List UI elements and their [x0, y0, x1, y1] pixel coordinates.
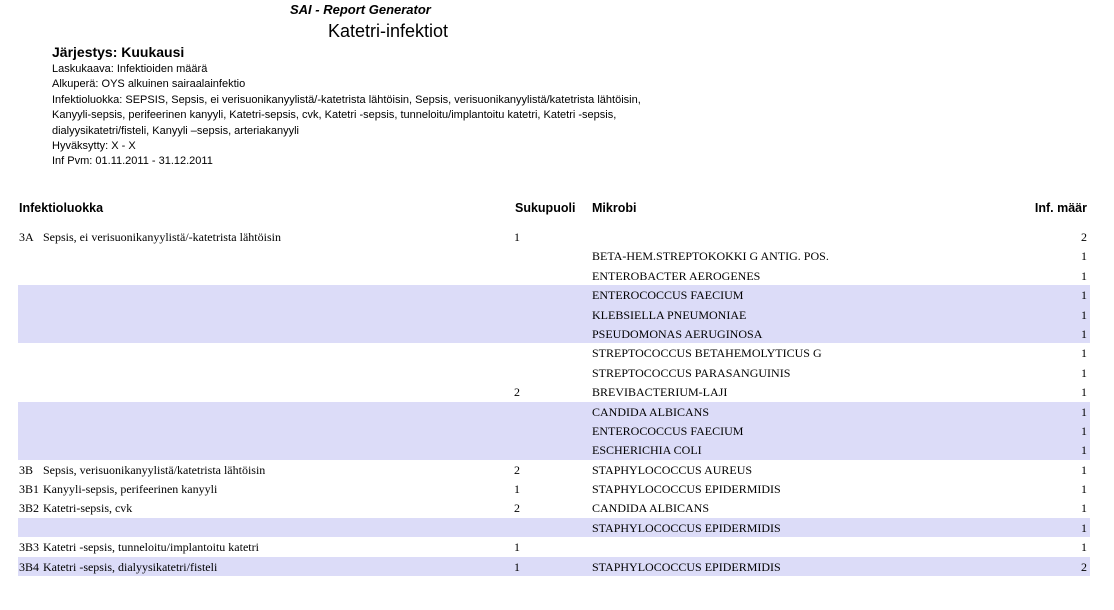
cell-class-name: Sepsis, verisuonikanyylistä/katetrista lähtöisin	[43, 462, 266, 477]
cell-count: 1	[1081, 288, 1087, 303]
table-header	[18, 200, 1090, 227]
cell-gender: 1	[514, 482, 520, 497]
cell-class-name: Katetri-sepsis, cvk	[43, 501, 133, 516]
cell-microbe: PSEUDOMONAS AERUGINOSA	[592, 326, 763, 341]
column-header-count: Inf. määr	[1034, 201, 1087, 215]
cell-count: 2	[1081, 559, 1087, 574]
cell-class-code: 3B3	[19, 540, 40, 555]
cell-class-name: Sepsis, ei verisuonikanyylistä/-katetrista lähtöisin	[43, 230, 281, 244]
cell-count: 1	[1081, 249, 1087, 264]
cell-class-name: Katetri -sepsis, tunneloitu/implantoitu katetri	[43, 540, 259, 555]
cell-count: 1	[1081, 365, 1087, 380]
cell-count: 1	[1081, 520, 1087, 535]
cell-class-code: 3B4	[19, 559, 40, 574]
cell-count: 1	[1081, 462, 1087, 477]
table-row	[18, 266, 1090, 285]
cell-class-name: Katetri -sepsis, dialyysikatetri/fisteli	[43, 559, 218, 574]
table-body	[18, 227, 1090, 576]
cell-gender: 1	[514, 230, 520, 244]
date-range-line: Inf Pvm: 01.11.2011 - 31.12.2011	[52, 155, 213, 168]
formula-line: Laskukaava: Infektioiden määrä	[52, 63, 208, 75]
cell-count: 1	[1081, 443, 1087, 458]
column-header-class: Infektioluokka	[19, 201, 104, 215]
cell-count: 1	[1081, 404, 1087, 419]
infection-class-line-2: Kanyyli-sepsis, perifeerinen kanyyli, Katetri-sepsis, cvk, Katetri -sepsis, tunneloitu/implantoitu katetri, Katetri -sepsis,	[52, 109, 617, 122]
cell-microbe: ESCHERICHIA COLI	[592, 443, 702, 458]
table-row	[18, 421, 1090, 440]
table-row	[18, 440, 1090, 459]
report-table	[18, 200, 1090, 576]
cell-gender: 2	[514, 462, 520, 477]
infection-class-line-3: dialyysikatetri/fisteli, Kanyyli –sepsis, arteriakanyyli	[52, 124, 299, 137]
table-row	[18, 363, 1090, 382]
cell-count: 1	[1081, 326, 1087, 341]
column-header-gender: Sukupuoli	[515, 201, 576, 215]
table-row	[18, 285, 1090, 304]
table-row	[18, 537, 1090, 556]
origin-line: Alkuperä: OYS alkuinen sairaalainfektio	[52, 78, 246, 91]
table-row	[18, 557, 1090, 576]
cell-count: 1	[1081, 268, 1087, 283]
sort-heading: Järjestys: Kuukausi	[52, 44, 185, 60]
cell-class-code: 3B	[19, 462, 34, 477]
table-row	[18, 343, 1090, 362]
cell-count: 1	[1081, 307, 1087, 322]
cell-microbe: BETA-HEM.STREPTOKOKKI G ANTIG. POS.	[592, 249, 829, 264]
cell-class-name: Kanyyli-sepsis, perifeerinen kanyyli	[43, 482, 218, 497]
cell-microbe: BREVIBACTERIUM-LAJI	[592, 385, 728, 400]
table-row	[18, 246, 1090, 265]
app-title: SAI - Report Generator	[290, 2, 431, 17]
report-title: Katetri-infektiot	[328, 21, 449, 41]
cell-count: 1	[1081, 423, 1087, 438]
cell-count: 1	[1081, 540, 1087, 555]
cell-gender: 2	[514, 501, 520, 516]
cell-gender: 1	[514, 540, 520, 555]
table-row	[18, 324, 1090, 343]
table-row	[18, 498, 1090, 517]
table-row	[18, 518, 1090, 537]
table-row	[18, 382, 1090, 401]
cell-microbe: ENTEROCOCCUS FAECIUM	[592, 423, 744, 438]
infection-class-line-1: Infektioluokka: SEPSIS, Sepsis, ei verisuonikanyylistä/-katetrista lähtöisin, Sepsis, verisuonikanyylistä/katetrista lähtöisin,	[52, 93, 641, 106]
cell-microbe: STREPTOCOCCUS BETAHEMOLYTICUS G	[592, 346, 822, 361]
cell-count: 1	[1081, 346, 1087, 361]
table-row	[18, 402, 1090, 421]
cell-microbe: STAPHYLOCOCCUS AUREUS	[592, 462, 753, 477]
cell-microbe: CANDIDA ALBICANS	[592, 501, 710, 516]
cell-class-code: 3B1	[19, 482, 40, 497]
table-row	[18, 479, 1090, 498]
cell-microbe: CANDIDA ALBICANS	[592, 404, 710, 419]
cell-count: 2	[1081, 230, 1087, 244]
cell-microbe: ENTEROBACTER AEROGENES	[592, 268, 761, 283]
cell-microbe: ENTEROCOCCUS FAECIUM	[592, 288, 744, 303]
report-criteria	[52, 44, 752, 170]
cell-gender: 2	[514, 385, 520, 400]
table-row	[18, 227, 1090, 246]
cell-count: 1	[1081, 385, 1087, 400]
cell-class-code: 3B2	[19, 501, 40, 516]
table-row	[18, 305, 1090, 324]
column-header-microbe: Mikrobi	[592, 201, 637, 215]
cell-microbe: STAPHYLOCOCCUS EPIDERMIDIS	[592, 520, 781, 535]
cell-gender: 1	[514, 559, 520, 574]
cell-count: 1	[1081, 482, 1087, 497]
table-row	[18, 460, 1090, 479]
cell-microbe: STAPHYLOCOCCUS EPIDERMIDIS	[592, 559, 781, 574]
cell-microbe: STAPHYLOCOCCUS EPIDERMIDIS	[592, 482, 781, 497]
cell-class-code: 3A	[19, 230, 34, 244]
accepted-line: Hyväksytty: X - X	[52, 140, 136, 153]
cell-microbe: KLEBSIELLA PNEUMONIAE	[592, 307, 747, 322]
cell-microbe: STREPTOCOCCUS PARASANGUINIS	[592, 365, 791, 380]
cell-count: 1	[1081, 501, 1087, 516]
